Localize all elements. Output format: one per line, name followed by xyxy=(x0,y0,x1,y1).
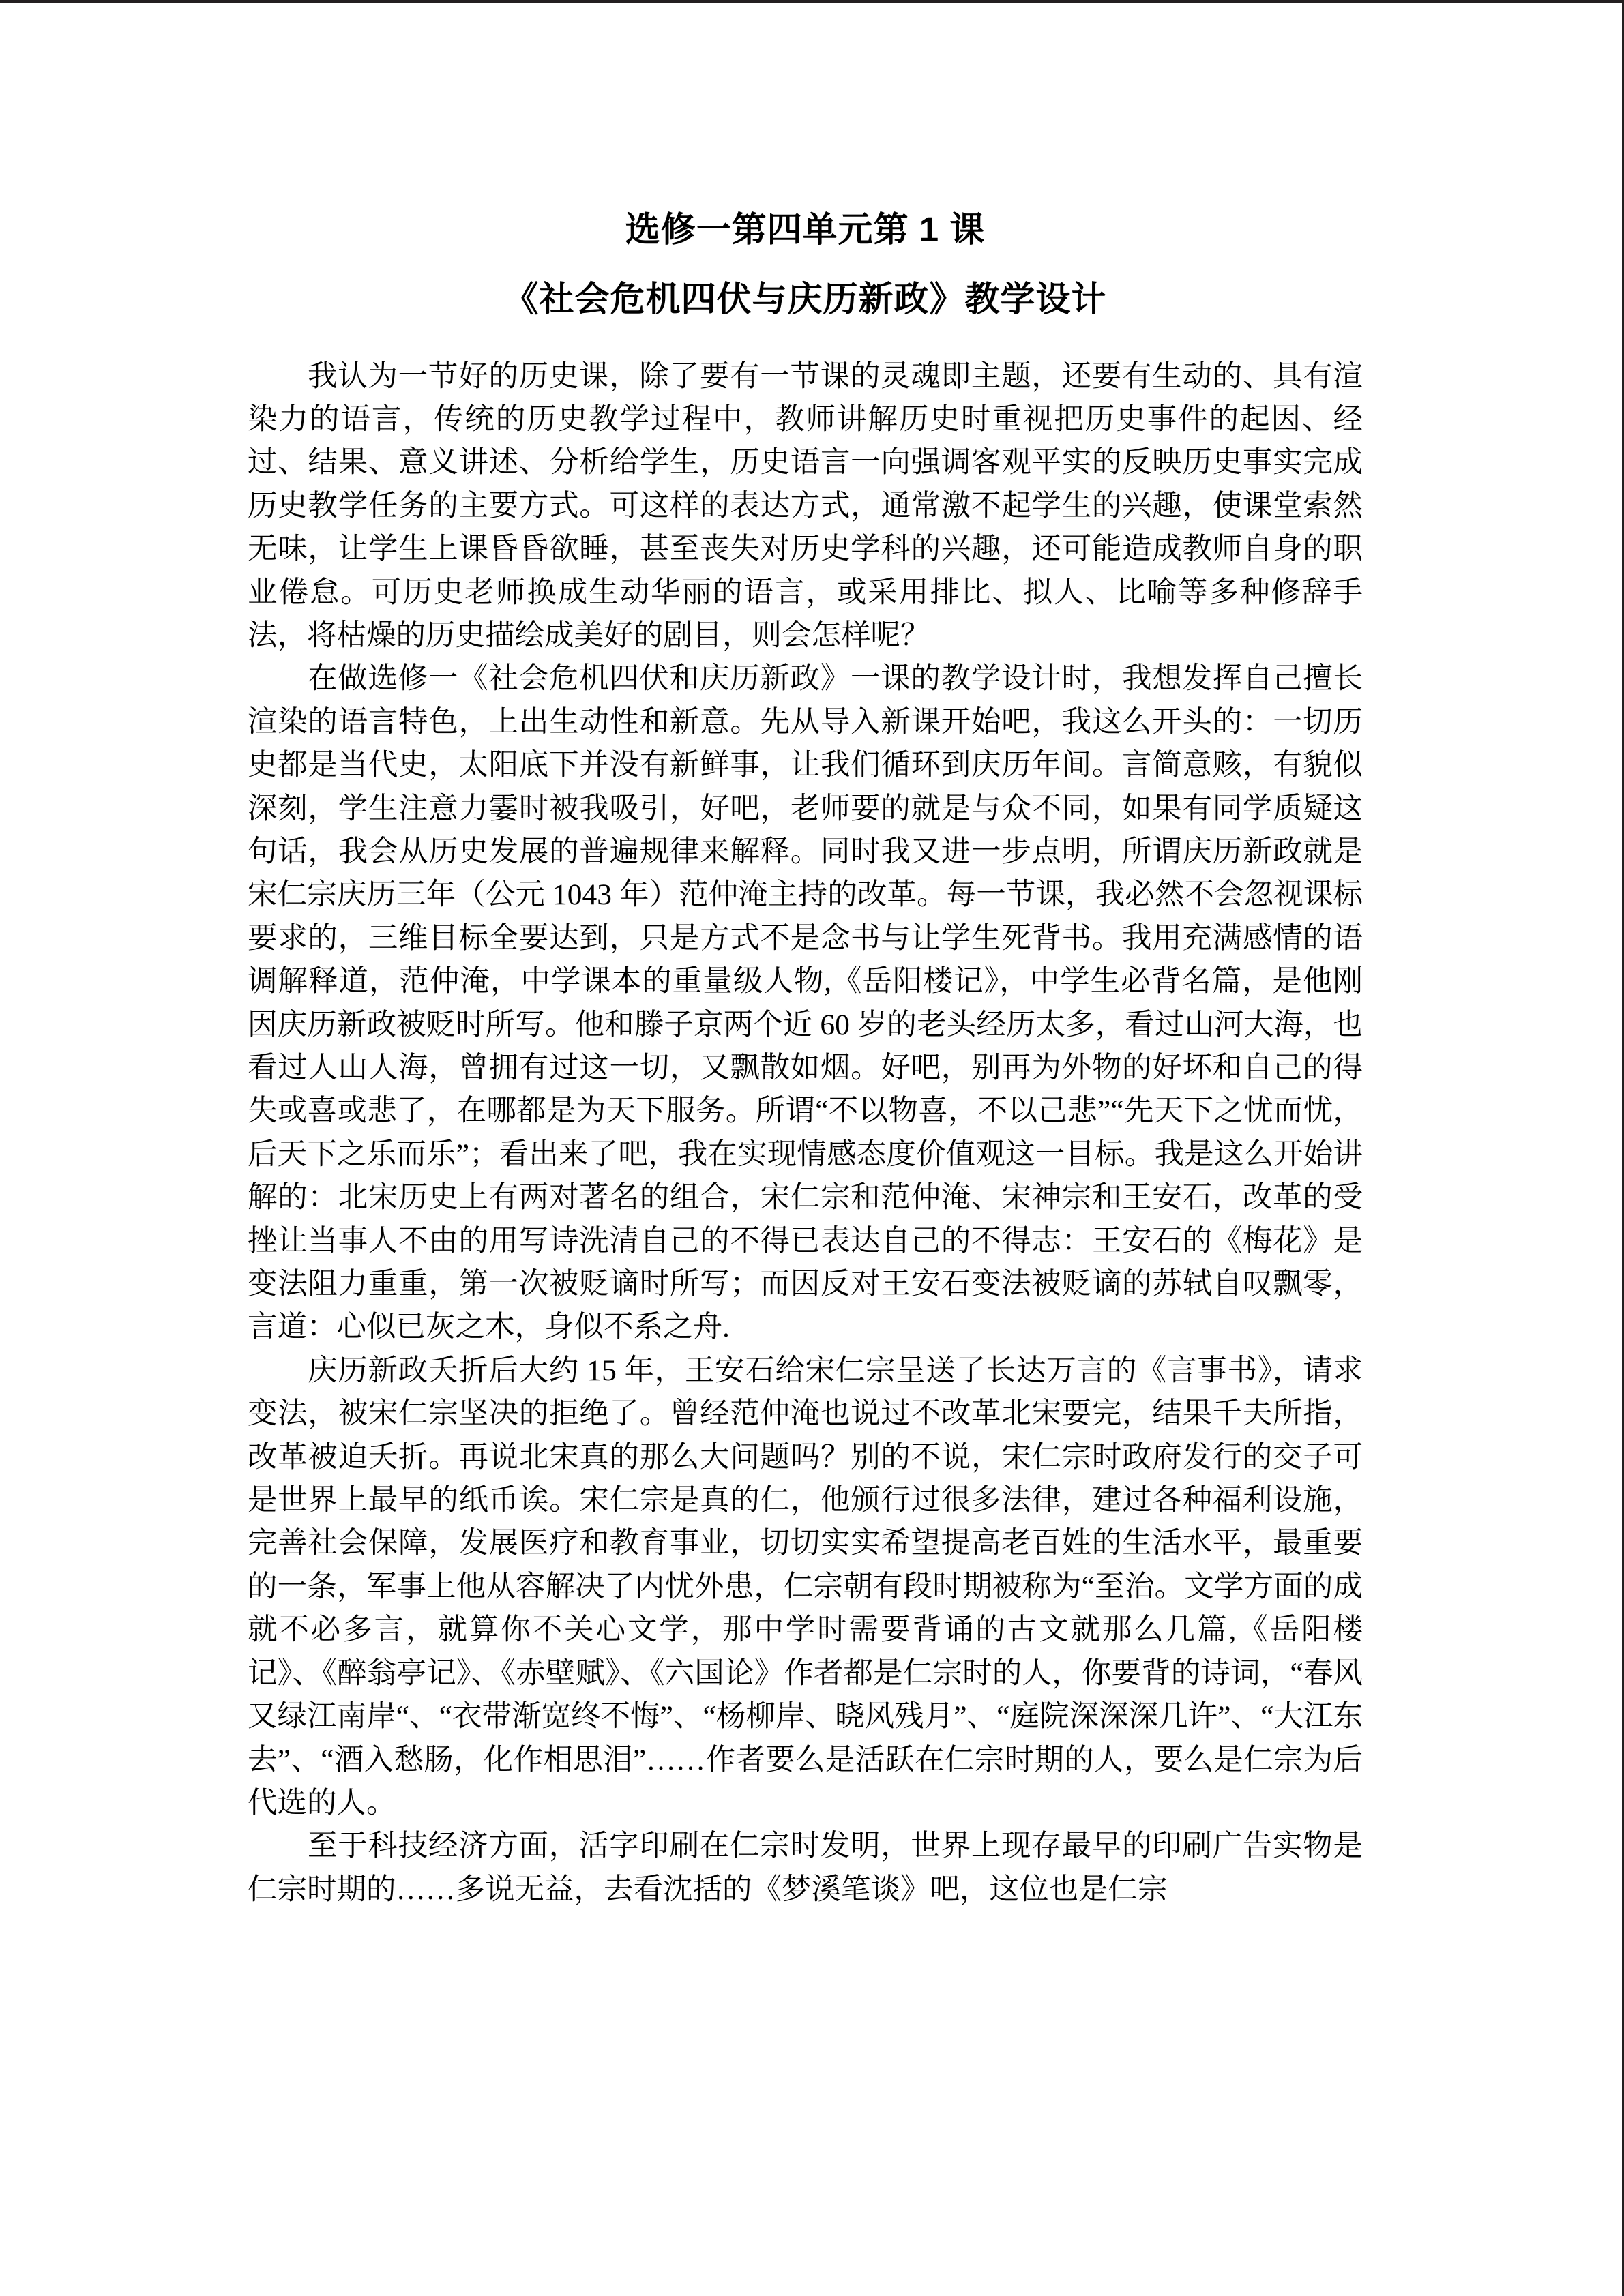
paragraph: 庆历新政夭折后大约 15 年，王安石给宋仁宗呈送了长达万言的《言事书》，请求变法，被宋仁宗坚决的拒绝了。曾经范仲淹也说过不改革北宋要完，结果千夫所指，改革被迫夭折。再说北宋真的那么大问题吗？别的不说，宋仁宗时政府发行的交子可是世界上最早的纸币诶。宋仁宗是真的仁，他颁行过很多法律，建过各种福利设施，完善社会保障，发展医疗和教育事业，切切实实希望提高老百姓的生活水平，最重要的一条，军事上他从容解决了内忧外患，仁宗朝有段时期被称为“至治。文学方面的成就不必多言，就算你不关心文学，那中学时需要背诵的古文就那么几篇,《岳阳楼记》、《醉翁亭记》、《赤壁赋》、《六国论》作者都是仁宗时的人，你要背的诗词，“春风又绿江南岸“、“衣带渐宽终不悔”、“杨柳岸、晓风残月”、“庭院深深深几许”、“大江东去”、“酒入愁肠，化作相思泪”……作者要么是活跃在仁宗时期的人，要么是仁宗为后代选的人。 xyxy=(248,1354,1363,1819)
page-title: 选修一第四单元第 1 课 xyxy=(625,210,986,249)
page-content xyxy=(248,3,1363,1911)
body-text xyxy=(248,321,1363,1912)
paragraph: 在做选修一《社会危机四伏和庆历新政》一课的教学设计时，我想发挥自己擅长渲染的语言特色，上出生动性和新意。先从导入新课开始吧，我这么开头的：一切历史都是当代史，太阳底下并没有新鲜事，让我们循环到庆历年间。言简意赅，有貌似深刻，学生注意力霎时被我吸引，好吧，老师要的就是与众不同，如果有同学质疑这句话，我会从历史发展的普遍规律来解释。同时我又进一步点明，所谓庆历新政就是宋仁宗庆历三年（公元 1043 年）范仲淹主持的改革。每一节课，我必然不会忽视课标要求的，三维目标全要达到，只是方式不是念书与让学生死背书。我用充满感情的语调解释道，范仲淹，中学课本的重量级人物,《岳阳楼记》，中学生必背名篇，是他刚因庆历新政被贬时所写。他和滕子京两个近 60 岁的老头经历太多，看过山河大海，也看过人山人海，曾拥有过这一切，又飘散如烟。好吧，别再为外物的好坏和自己的得失或喜或悲了，在哪都是为天下服务。所谓“不以物喜，不以己悲”“先天下之忧而忧，后天下之乐而乐”；看出来了吧，我在实现情感态度价值观这一目标。我是这么开始讲解的：北宋历史上有两对著名的组合，宋仁宗和范仲淹、宋神宗和王安石，改革的受挫让当事人不由的用写诗洗清自己的不得已表达自己的不得志：王安石的《梅花》是变法阻力重重，第一次被贬谪时所写；而因反对王安石变法被贬谪的苏轼自叹飘零，言道：心似已灰之木，身似不系之舟. xyxy=(248,662,1363,1344)
paragraph: 我认为一节好的历史课，除了要有一节课的灵魂即主题，还要有生动的、具有渲染力的语言，传统的历史教学过程中，教师讲解历史时重视把历史事件的起因、经过、结果、意义讲述、分析给学生，历史语言一向强调客观平实的反映历史事实完成历史教学任务的主要方式。可这样的表达方式，通常激不起学生的兴趣，使课堂索然无味，让学生上课昏昏欲睡，甚至丧失对历史学科的兴趣，还可能造成教师自身的职业倦怠。可历史老师换成生动华丽的语言，或采用排比、拟人、比喻等多种修辞手法，将枯燥的历史描绘成美好的剧目，则会怎样呢？ xyxy=(248,359,1363,652)
paragraph: 至于科技经济方面，活字印刷在仁宗时发明，世界上现存最早的印刷广告实物是仁宗时期的……多说无益，去看沈括的《梦溪笔谈》吧，这位也是仁宗 xyxy=(248,1830,1363,1906)
page-subtitle: 《社会危机四伏与庆历新政》教学设计 xyxy=(503,279,1107,318)
